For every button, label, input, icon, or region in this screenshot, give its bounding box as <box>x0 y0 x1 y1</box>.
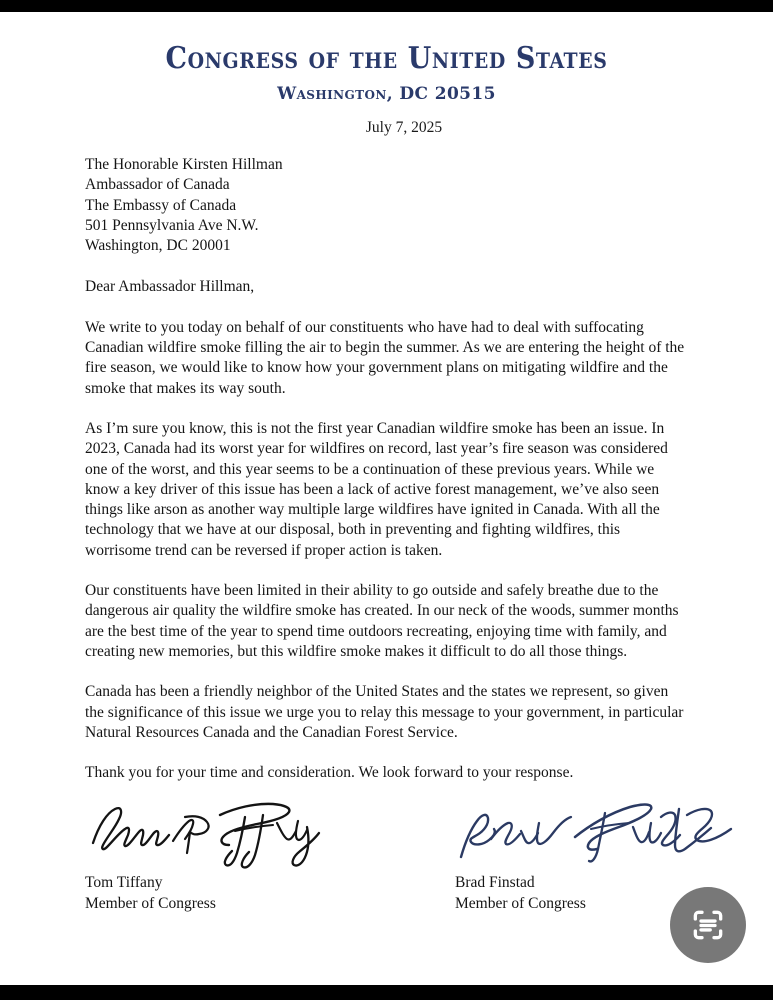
body-paragraph: Canada has been a friendly neighbor of the United States and the states we represent, so given the significance of this issue we urge you to relay this message to your government, in particular Natural Resources Canada and the Canadian Forest Service. <box>85 683 684 741</box>
letter-date: July 7, 2025 <box>365 119 443 136</box>
address-line: The Honorable Kirsten Hillman <box>85 156 283 173</box>
letterbox-bar-bottom <box>0 985 773 1000</box>
signatory-name: Tom Tiffany <box>85 874 163 891</box>
body-paragraph: Thank you for your time and consideration. We look forward to your response. <box>85 764 574 782</box>
body-paragraph: We write to you today on behalf of our constituents who have had to deal with suffocating Canadian wildfire smoke filling the air to begin the summer. As we are entering the height of the fire season, we would like to know how your government plans on mitigating wildfire and the smoke that makes its way south. <box>85 318 685 397</box>
address-line: Ambassador of Canada <box>85 176 230 194</box>
document-page <box>0 12 773 985</box>
signature-block <box>0 795 773 935</box>
scan-text-icon <box>689 906 727 944</box>
body-paragraph: Our constituents have been limited in their ability to go outside and safely breathe due to the dangerous air quality the wildfire smoke has created. In our neck of the woods, summer months are the best time of the year to spend time outdoors recreating, enjoying time with family, and creating new memories, but this wildfire smoke makes it difficult to do all those things. <box>85 582 679 660</box>
scan-text-button[interactable] <box>670 887 746 963</box>
signatory-title: Member of Congress <box>85 894 216 912</box>
signatory-title: Member of Congress <box>455 894 586 912</box>
letterhead-subtitle: Washington, DC 20515 <box>277 84 496 104</box>
signature-image-finstad <box>455 795 755 873</box>
address-line: Washington, DC 20001 <box>85 237 231 255</box>
recipient-address <box>85 155 685 256</box>
letterhead-title: Congress of the United States <box>165 41 608 76</box>
body-paragraph: As I’m sure you know, this is not the first year Canadian wildfire smoke has been an issue. In 2023, Canada had its worst year for wildfires on record, last year’s fire season was considered one of the worst, and this year seems to be a continuation of these previous years. While we know a key driver of this issue has been a lack of active forest management, we’ve also seen things like arson as another way multiple large wildfires have ignited in Canada. With all the technology that we have at our disposal, both in preventing and fighting wildfires, this worrisome trend can be reversed if proper action is taken. <box>85 419 668 559</box>
letter-body <box>85 155 685 783</box>
salutation: Dear Ambassador Hillman, <box>85 278 255 296</box>
signatory-name: Brad Finstad <box>455 874 535 891</box>
letterbox-bar-top <box>0 0 773 12</box>
signature-image-tiffany <box>85 795 415 873</box>
address-line: 501 Pennsylvania Ave N.W. <box>85 216 259 234</box>
address-line: The Embassy of Canada <box>85 196 237 214</box>
letterhead <box>0 42 773 104</box>
signatory-tiffany <box>85 795 415 914</box>
